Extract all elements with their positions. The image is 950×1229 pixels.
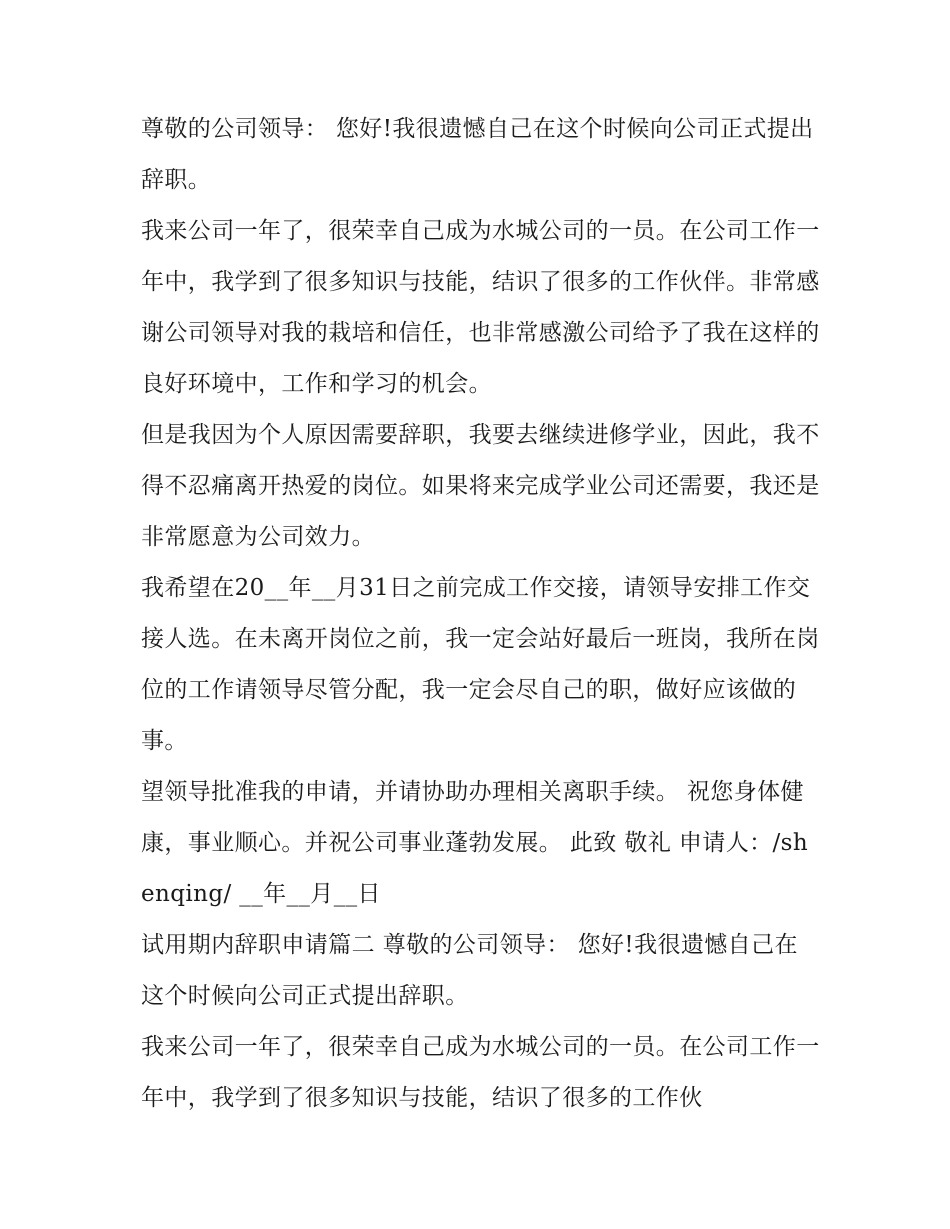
- paragraph-gratitude: 我来公司一年了，很荣幸自己成为水城公司的一员。在公司工作一年中，我学到了很多知识与技能，结识了很多的工作伙伴。非常感谢公司领导对我的栽培和信任，也非常感激公司给予了我在这样的良好环境中，工作和学习的机会。: [141, 218, 820, 397]
- paragraph-greeting: 尊敬的公司领导： 您好!我很遗憾自己在这个时候向公司正式提出辞职。: [141, 116, 814, 193]
- document-body: [141, 104, 821, 1124]
- paragraph-closing: 望领导批准我的申请，并请协助办理相关离职手续。 祝您身体健康，事业顺心。并祝公司事业蓬勃发展。 此致 敬礼 申请人：/shenqing/ __年__月__日: [141, 779, 809, 907]
- paragraph-section-two-gratitude: 我来公司一年了，很荣幸自己成为水城公司的一员。在公司工作一年中，我学到了很多知识与技能，结识了很多的工作伙: [141, 1034, 820, 1111]
- paragraph-reason: 但是我因为个人原因需要辞职，我要去继续进修学业，因此，我不得不忍痛离开热爱的岗位。如果将来完成学业公司还需要，我还是非常愿意为公司效力。: [141, 422, 820, 550]
- paragraph-handover: 我希望在20__年__月31日之前完成工作交接，请领导安排工作交接人选。在未离开岗位之前，我一定会站好最后一班岗，我所在岗位的工作请领导尽管分配，我一定会尽自己的职，做好应该做的事。: [141, 575, 820, 754]
- paragraph-section-two-greeting: 试用期内辞职申请篇二 尊敬的公司领导： 您好!我很遗憾自己在这个时候向公司正式提出辞职。: [141, 932, 798, 1009]
